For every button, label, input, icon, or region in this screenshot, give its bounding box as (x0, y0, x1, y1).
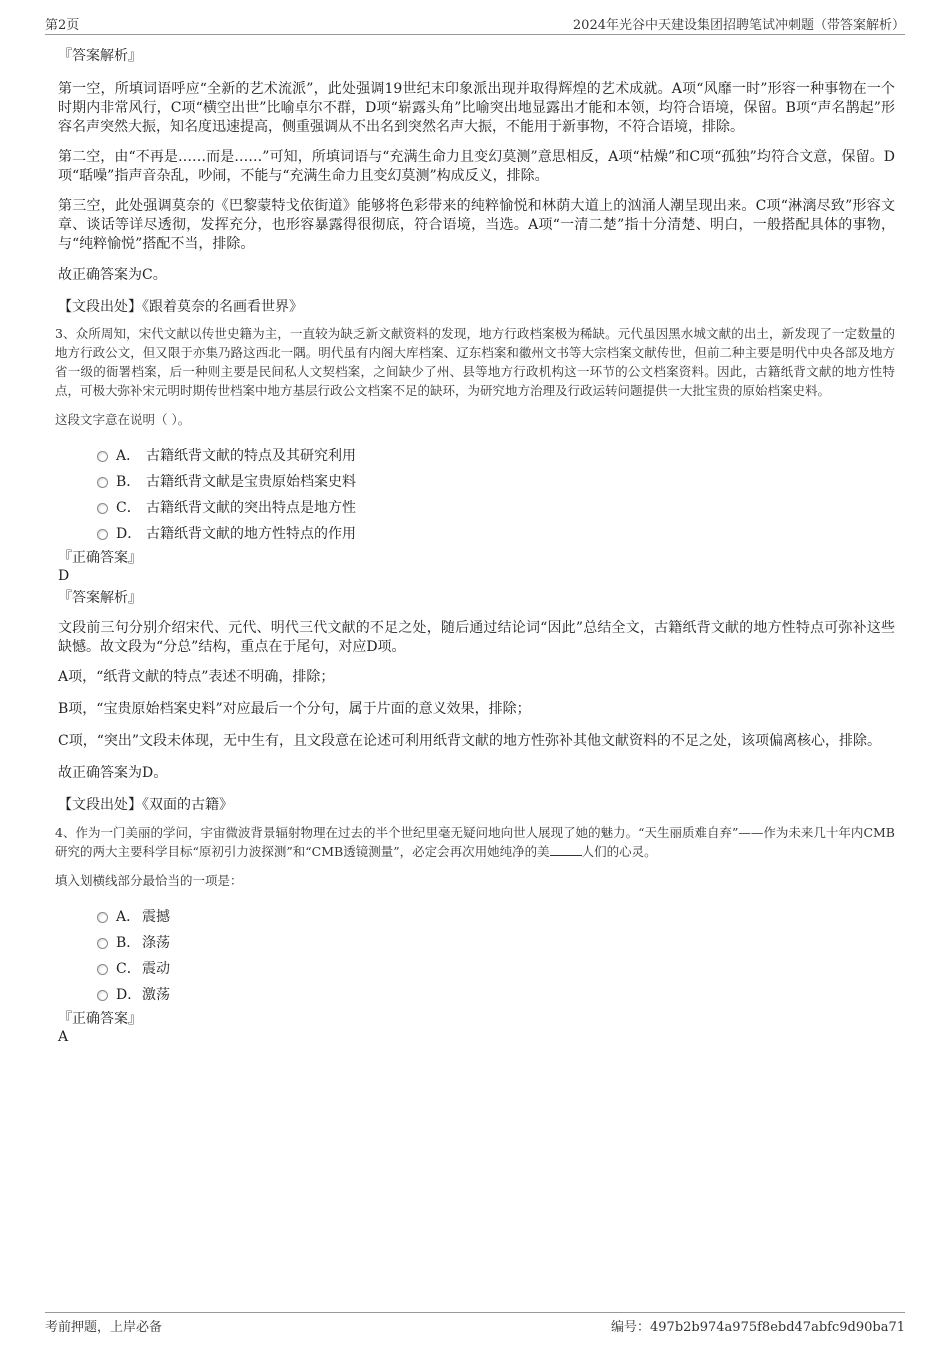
option-d[interactable]: D． 古籍纸背文献的地方性特点的作用 (97, 521, 895, 547)
radio-button[interactable] (97, 964, 108, 975)
radio-button[interactable] (97, 938, 108, 949)
option-a[interactable]: A． 古籍纸背文献的特点及其研究利用 (97, 443, 895, 469)
analysis-conclusion: 故正确答案为C。 (58, 267, 167, 283)
question-3-prompt: 这段文字意在说明（ ）。 (55, 412, 191, 427)
analysis-paragraph: 第二空，由“不再是……而是……”可知，所填词语与“充满生命力且变幻莫测”意思相反，A项“枯燥”和C项“孤独”均符合文意，保留。D项“聒噪”指声音杂乱，吵闹，不能与“充满生命力且变幻莫测”构成反义，排除。 (58, 149, 895, 184)
radio-button[interactable] (97, 451, 108, 462)
radio-button[interactable] (97, 477, 108, 488)
page-header (45, 12, 905, 35)
radio-button[interactable] (97, 503, 108, 514)
document-title: 2024年光谷中天建设集团招聘笔试冲刺题（带答案解析） (572, 18, 905, 33)
option-c[interactable]: C． 古籍纸背文献的突出特点是地方性 (97, 495, 895, 521)
analysis-paragraph: A项，“纸背文献的特点”表述不明确，排除； (58, 669, 335, 685)
source-citation: 【文段出处】《双面的古籍》 (58, 797, 233, 813)
footer-slogan: 考前押题，上岸必备 (45, 1320, 163, 1335)
analysis-paragraph: 第三空，此处强调莫奈的《巴黎蒙特戈依街道》能够将色彩带来的纯粹愉悦和林荫大道上的汹涌人潮呈现出来。C项“淋漓尽致”形容文章、谈话等详尽透彻，发挥充分，也形容暴露得很彻底，符合语境，当选。A项“一清二楚”指十分清楚、明白，一般搭配具体的事物，与“纯粹愉悦”搭配不当，排除。 (58, 198, 895, 252)
correct-answer: A (58, 1029, 69, 1045)
radio-button[interactable] (97, 529, 108, 540)
question-4-text: 4、作为一门美丽的学问，宇宙微波背景辐射物理在过去的半个世纪里毫无疑问地向世人展现了她的魅力。“天生丽质难自弃”——作为未来几十年内CMB研究的两大主要科学目标“原初引力波探测”和“CMB透镜测量”，必定会再次用她纯净的美 人们的心灵。 (55, 825, 895, 859)
option-d[interactable]: D． 激荡 (97, 982, 895, 1008)
analysis-label: 『答案解析』 (58, 48, 142, 64)
question-3-options (55, 443, 895, 547)
fill-blank (550, 843, 582, 856)
option-b[interactable]: B． 古籍纸背文献是宝贵原始档案史料 (97, 469, 895, 495)
correct-answer-label: 『正确答案』 (58, 550, 142, 566)
analysis-label: 『答案解析』 (58, 590, 142, 606)
question-3-text: 3、众所周知，宋代文献以传世史籍为主，一直较为缺乏新文献资料的发现，地方行政档案极为稀缺。元代虽因黑水城文献的出土，新发现了一定数量的地方行政公文，但又限于亦集乃路这西北一隅。明代虽有内阁大库档案、辽东档案和徽州文书等大宗档案文献传世，但前二种主要是明代中央各部及地方省一级的衙署档案，后一种则主要是民间私人文契档案，之间缺少了州、县等地方行政机构这一环节的公文档案资料。因此，古籍纸背文献的地方性特点，可极大弥补宋元明时期传世档案中地方基层行政公文档案不足的缺环，为研究地方治理及行政运转问题提供一大批宝贵的原始档案史料。 (55, 326, 895, 398)
page-content (55, 46, 895, 1046)
radio-button[interactable] (97, 912, 108, 923)
analysis-paragraph: C项，“突出”文段未体现，无中生有，且文段意在论述可利用纸背文献的地方性弥补其他文献资料的不足之处，该项偏离核心，排除。 (58, 733, 882, 749)
analysis-conclusion: 故正确答案为D。 (58, 765, 168, 781)
page-footer (45, 1312, 905, 1337)
correct-answer: D (58, 568, 70, 584)
source-citation: 【文段出处】《跟着莫奈的名画看世界》 (58, 299, 303, 315)
document-id: 编号：497b2b974a975f8ebd47abfc9d90ba71 (611, 1320, 905, 1335)
analysis-paragraph: 第一空，所填词语呼应“全新的艺术流派”，此处强调19世纪末印象派出现并取得辉煌的艺术成就。A项“风靡一时”形容一种事物在一个时期内非常风行，C项“横空出世”比喻卓尔不群，D项“崭露头角”比喻突出地显露出才能和本领，均符合语境，保留。B项“声名鹊起”形容名声突然大振，知名度迅速提高，侧重强调从不出名到突然名声大振，不能用于新事物，不符合语境，排除。 (58, 81, 895, 135)
radio-button[interactable] (97, 990, 108, 1001)
option-b[interactable]: B． 涤荡 (97, 930, 895, 956)
option-c[interactable]: C． 震动 (97, 956, 895, 982)
page-number: 第2页 (45, 18, 80, 33)
question-4-prompt: 填入划横线部分最恰当的一项是： (55, 873, 243, 888)
analysis-paragraph: B项，“宝贵原始档案史料”对应最后一个分句，属于片面的意义效果，排除； (58, 701, 531, 717)
correct-answer-label: 『正确答案』 (58, 1011, 142, 1027)
question-4-options (55, 904, 895, 1008)
option-a[interactable]: A． 震撼 (97, 904, 895, 930)
analysis-paragraph: 文段前三句分别介绍宋代、元代、明代三代文献的不足之处，随后通过结论词“因此”总结全文，古籍纸背文献的地方性特点可弥补这些缺憾。故文段为“分总”结构，重点在于尾句，对应D项。 (58, 620, 895, 655)
